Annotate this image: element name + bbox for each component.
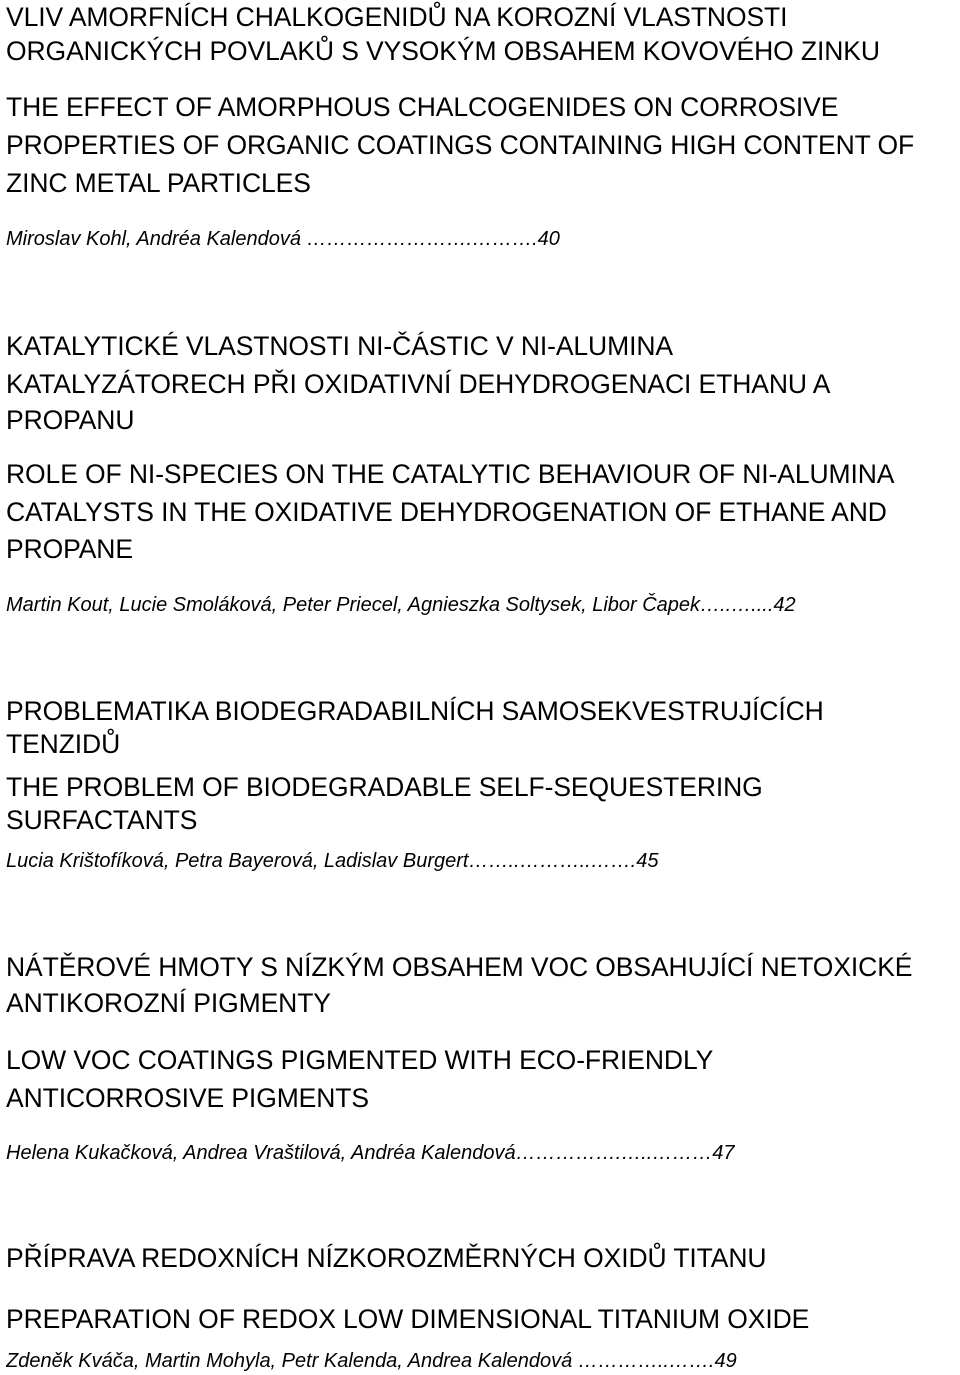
english-title-line: PROPERTIES OF ORGANIC COATINGS CONTAINING HIGH CONTENT OF (6, 130, 915, 160)
authors: Helena Kukačková, Andrea Vraštilová, Andréa Kalendová (6, 1142, 516, 1164)
czech-title-line: ANTIKOROZNÍ PIGMENTY (6, 988, 331, 1018)
page-number[interactable]: 42 (773, 594, 796, 616)
english-title-line: ZINC METAL PARTICLES (6, 168, 311, 198)
czech-title-line: PŘÍPRAVA REDOXNÍCH NÍZKOROZMĚRNÝCH OXIDŮ TITANU (6, 1243, 767, 1273)
english-title-line: SURFACTANTS (6, 805, 198, 835)
czech-title-line: NÁTĚROVÉ HMOTY S NÍZKÝM OBSAHEM VOC OBSAHUJÍCÍ NETOXICKÉ (6, 952, 913, 982)
authors: Miroslav Kohl, Andréa Kalendová (6, 228, 301, 250)
english-title-line: PROPANE (6, 534, 133, 564)
page-number[interactable]: 49 (714, 1350, 737, 1372)
czech-title-line: TENZIDŮ (6, 729, 121, 759)
czech-title-line: ORGANICKÝCH POVLAKŮ S VYSOKÝM OBSAHEM KOVOVÉHO ZINKU (6, 36, 880, 66)
english-title-line: LOW VOC COATINGS PIGMENTED WITH ECO-FRIENDLY (6, 1045, 714, 1075)
author-line (6, 226, 942, 252)
english-title-line: PREPARATION OF REDOX LOW DIMENSIONAL TITANIUM OXIDE (6, 1304, 810, 1334)
czech-title-line: PROPANU (6, 405, 135, 435)
czech-title-line: VLIV AMORFNÍCH CHALKOGENIDŮ NA KOROZNÍ VLASTNOSTI (6, 2, 788, 32)
english-title-line: CATALYSTS IN THE OXIDATIVE DEHYDROGENATION OF ETHANE AND (6, 497, 887, 527)
english-title-line: ROLE OF NI-SPECIES ON THE CATALYTIC BEHAVIOUR OF NI-ALUMINA (6, 459, 895, 489)
author-line (6, 1348, 942, 1374)
english-title-line: ANTICORROSIVE PIGMENTS (6, 1083, 369, 1113)
czech-title-line: KATALYTICKÉ VLASTNOSTI NI-ČÁSTIC V NI-ALUMINA (6, 331, 673, 361)
english-title-line: THE EFFECT OF AMORPHOUS CHALCOGENIDES ON CORROSIVE (6, 92, 839, 122)
dot-leader: …………….…..……… (515, 1142, 713, 1164)
author-line (6, 592, 942, 618)
dot-leader: …………..……. (577, 1350, 715, 1372)
author-line (6, 848, 942, 874)
dot-leader: ……..………..……. (468, 850, 637, 872)
dot-leader: …..….... (700, 594, 774, 616)
dot-leader: …………………….………. (306, 228, 538, 250)
author-line (6, 1140, 942, 1166)
page-number[interactable]: 47 (712, 1142, 735, 1164)
authors: Martin Kout, Lucie Smoláková, Peter Priecel, Agnieszka Soltysek, Libor Čapek (6, 594, 701, 616)
page-number[interactable]: 40 (537, 228, 560, 250)
czech-title-line: PROBLEMATIKA BIODEGRADABILNÍCH SAMOSEKVESTRUJÍCÍCH (6, 696, 824, 726)
english-title-line: THE PROBLEM OF BIODEGRADABLE SELF-SEQUESTERING (6, 772, 763, 802)
authors: Zdeněk Kváča, Martin Mohyla, Petr Kalenda, Andrea Kalendová (6, 1350, 573, 1372)
czech-title-line: KATALYZÁTORECH PŘI OXIDATIVNÍ DEHYDROGENACI ETHANU A (6, 369, 831, 399)
page-number[interactable]: 45 (636, 850, 659, 872)
authors: Lucia Krištofíková, Petra Bayerová, Ladislav Burgert (6, 850, 469, 872)
